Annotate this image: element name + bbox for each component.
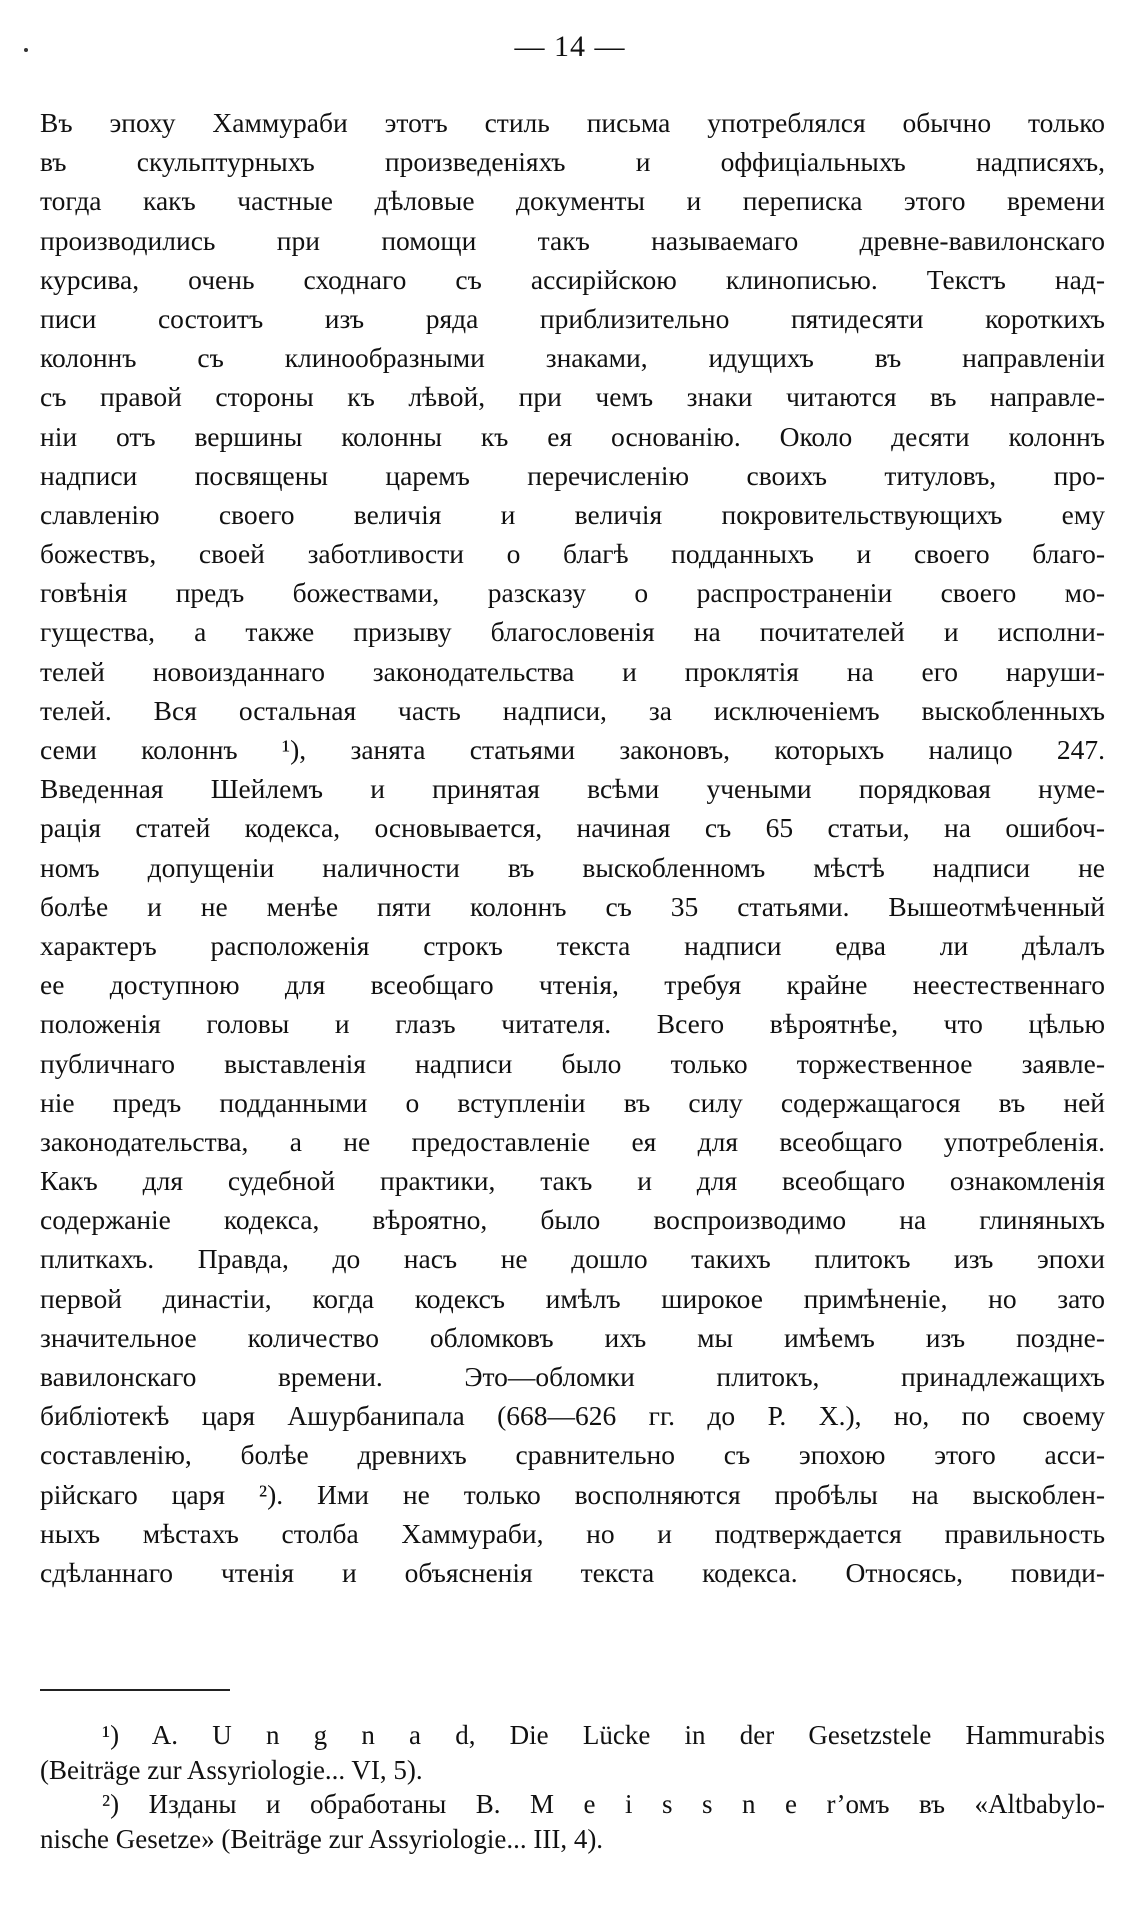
text-line: библiотекѣ царя Ашурбанипала (668—626 гг. до Р. Х.), но, по своему	[40, 1400, 1105, 1432]
text-line: колоннъ съ клинообразными знаками, идущихъ въ направленiи	[40, 342, 1105, 374]
text-line: содержанiе кодекса, вѣроятно, было воспроизводимо на глиняныхъ	[40, 1204, 1105, 1236]
text-line: Какъ для судебной практики, такъ и для всеобщаго ознакомленiя	[40, 1165, 1105, 1197]
text-line: нiи отъ вершины колонны къ ея основанiю. Около десяти колоннъ	[40, 420, 1105, 452]
text-line: гущества, а также призыву благословенiя на почитателей и исполни-	[40, 616, 1105, 648]
text-line: писи состоитъ изъ ряда приблизительно пятидесяти короткихъ	[40, 302, 1105, 334]
text-line: божествъ, своей заботливости о благѣ подданныхъ и своего благо-	[40, 538, 1105, 570]
footnote-1-line-2: (Beiträge zur Assyriologie... VI, 5).	[40, 1754, 423, 1785]
footnote-1-line-1: ¹) A. U n g n a d, Die Lücke in der Gesetzstele Hammurabis	[102, 1720, 1105, 1750]
text-line: плиткахъ. Правда, до насъ не дошло такихъ плитокъ изъ эпохи	[40, 1243, 1105, 1275]
text-line: телей новоизданнаго законодательства и проклятiя на его наруши-	[40, 655, 1105, 687]
text-line: нiе предъ подданными о вступленiи въ силу содержащагося въ ней	[40, 1086, 1105, 1118]
text-line: номъ допущенiи наличности въ выскобленномъ мѣстѣ надписи не	[40, 851, 1105, 883]
text-line: ее доступною для всеобщаго чтенiя, требуя крайне неестественнаго	[40, 969, 1105, 1001]
footnotes	[40, 1718, 1105, 1856]
text-line: составленiю, болѣе древнихъ сравнительно съ эпохою этого асси-	[40, 1439, 1105, 1471]
text-line: вавилонскаго времени. Это—обломки плитокъ, принадлежащихъ	[40, 1361, 1105, 1392]
text-line: курсива, очень сходнаго съ ассирiйскою клинописью. Текстъ над-	[40, 263, 1105, 295]
text-line: семи колоннъ ¹), занята статьями законовъ, которыхъ налицо 247.	[40, 734, 1105, 765]
text-line: Введенная Шейлемъ и принятая всѣми учеными порядковая нуме-	[40, 773, 1105, 805]
text-line: съ правой стороны къ лѣвой, при чемъ знаки читаются въ направле-	[40, 381, 1105, 413]
text-line: производились при помощи такъ называемаго древне-вавилонскаго	[40, 224, 1105, 256]
text-line: первой династiи, когда кодексъ имѣлъ широкое примѣненiе, но зато	[40, 1282, 1105, 1314]
text-line: рiйскаго царя ²). Ими не только восполняются пробѣлы на выскоблен-	[40, 1478, 1105, 1510]
text-line: публичнаго выставленiя надписи было только торжественное заявле-	[40, 1047, 1105, 1079]
text-line: славленiю своего величiя и величiя покровительствующихъ ему	[40, 498, 1105, 530]
text-line: Въ эпоху Хаммураби этотъ стиль письма употреблялся обычно только	[40, 107, 1105, 138]
text-line: говѣнiя предъ божествами, разсказу о распространенiи своего мо-	[40, 577, 1105, 609]
footnote-2-line-1: ²) Изданы и обработаны B. M e i s s n e r’омъ въ «Altbabylo-	[102, 1789, 1105, 1819]
footnote-2-line-2: nische Gesetze» (Beiträge zur Assyriologie... III, 4).	[40, 1823, 604, 1854]
text-line: телей. Вся остальная часть надписи, за исключенiемъ выскобленныхъ	[40, 694, 1105, 726]
text-line: въ скульптурныхъ произведенiяхъ и оффицiальныхъ надписяхъ,	[40, 146, 1105, 178]
text-line: сдѣланнаго чтенiя и объясненiя текста кодекса. Относясь, повиди-	[40, 1556, 1105, 1588]
text-line: болѣе и не менѣе пяти колоннъ съ 35 статьями. Вышеотмѣченный	[40, 890, 1105, 922]
text-line: рацiя статей кодекса, основывается, начиная съ 65 статьи, на ошибоч-	[40, 812, 1105, 844]
page-number: — 14 —	[514, 30, 626, 63]
text-line: положенiя головы и глазъ читателя. Всего вѣроятнѣе, что цѣлью	[40, 1008, 1105, 1040]
body-text	[40, 103, 1105, 1592]
text-line: надписи посвящены царемъ перечисленiю своихъ титуловъ, про-	[40, 459, 1105, 491]
text-line: тогда какъ частные дѣловые документы и переписка этого времени	[40, 185, 1105, 217]
text-line: законодательства, а не предоставленiе ея для всеобщаго употребленiя.	[40, 1125, 1105, 1157]
footnote-separator	[40, 1689, 230, 1691]
text-line: характеръ расположенiя строкъ текста надписи едва ли дѣлалъ	[40, 929, 1105, 961]
text-line: ныхъ мѣстахъ столба Хаммураби, но и подтверждается правильность	[40, 1517, 1105, 1549]
text-line: значительное количество обломковъ ихъ мы имѣемъ изъ поздне-	[40, 1321, 1105, 1353]
